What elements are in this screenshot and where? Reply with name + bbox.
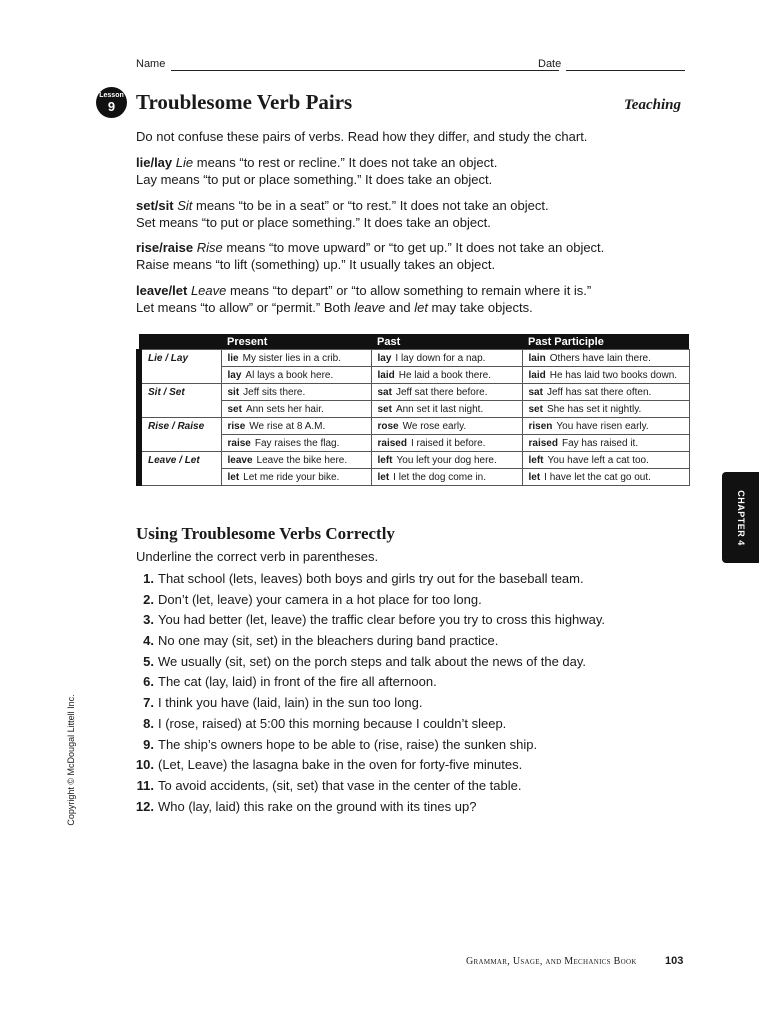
chart-category [139,435,221,452]
exercise-item [124,569,704,590]
definition-line2: Raise means “to lift (something) up.” It usually takes an object. [136,257,496,272]
chart-cell-pp [522,418,689,435]
exercise-item [124,714,704,735]
definition-set-sit [136,197,696,231]
exercise-number: 11. [136,777,154,793]
definition-text: means “to rest or recline.” It does not take an object. [193,155,498,170]
page-number: 103 [665,955,684,967]
definition-line2-a: Let means “to allow” or “permit.” Both [136,300,355,315]
chart-row [139,435,689,452]
name-label: Name [136,58,166,70]
definition-word: Rise [196,240,223,255]
exercise-number: 4. [143,633,154,649]
chart-cell-pp [522,469,689,486]
definition-word: Sit [177,198,193,213]
chart-row [139,350,689,367]
verb-example: Others have lain there. [549,352,651,364]
verb-form: rise [227,420,246,432]
chart-header-blank [139,334,221,350]
verb-form: set [377,403,392,415]
section-title: Using Troublesome Verbs Correctly [136,524,395,543]
chart-row [139,452,689,469]
verb-example: I raised it before. [410,437,486,449]
verb-form: sat [377,386,392,398]
definition-rise-raise [136,239,696,273]
verb-example: He has laid two books down. [549,369,678,381]
chart-cell-present [221,350,371,367]
name-line [171,70,559,71]
exercise-item [124,735,704,756]
definition-line2: Set means “to put or place something.” It does take an object. [136,215,491,230]
verb-form: lain [528,352,546,364]
chart-category: Rise / Raise [139,418,221,435]
exercise-number: 5. [143,653,154,669]
exercise-number: 8. [143,715,154,731]
verb-example: We rose early. [402,420,467,432]
definition-term: set/sit [136,198,174,213]
exercise-text: To avoid accidents, (sit, set) that vase in the center of the table. [158,777,522,793]
exercise-list [124,569,704,817]
exercise-number: 7. [143,695,154,711]
instructions: Underline the correct verb in parentheses. [136,549,379,564]
chapter-tab-label: CHAPTER 4 [735,489,746,546]
verb-example: You left your dog here. [396,454,497,466]
verb-form: sit [227,386,240,398]
chart-cell-pp [522,435,689,452]
date-label: Date [538,58,562,70]
chart-cell-present [221,452,371,469]
chart-cell-past [371,401,522,418]
definition-term: lie/lay [136,155,173,170]
exercise-text: The cat (lay, laid) in front of the fire all afternoon. [158,674,437,690]
verb-form: set [528,403,543,415]
verb-form: lie [227,352,239,364]
verb-form: laid [528,369,546,381]
exercise-item [124,672,704,693]
exercise-number: 3. [143,612,154,628]
exercise-item [124,652,704,673]
definition-term: leave/let [136,283,188,298]
chart-cell-past [371,384,522,401]
exercise-text: You had better (let, leave) the traffic clear before you try to cross this highway. [158,612,606,628]
verb-form: let [528,471,541,483]
chart-header-past: Past [371,334,522,350]
verb-example: Jeff has sat there often. [546,386,652,398]
verb-form: raise [227,437,251,449]
chart-cell-past [371,350,522,367]
verb-example: My sister lies in a crib. [242,352,341,364]
page-title: Troublesome Verb Pairs [136,90,353,114]
exercise-number: 6. [143,674,154,690]
exercise-number: 10. [135,757,154,773]
chart-row [139,401,689,418]
chart-header-past-participle: Past Participle [522,334,689,350]
chart-cell-pp [522,350,689,367]
exercise-item [124,631,704,652]
verb-form: laid [377,369,395,381]
chapter-tab [722,472,759,563]
chart-cell-pp [522,401,689,418]
definition-line2-b: leave [354,300,386,315]
exercise-number: 12. [135,798,154,814]
chart-row [139,469,689,486]
chart-cell-present [221,469,371,486]
verb-chart [136,334,690,486]
footer-book-title: Grammar, Usage, and Mechanics Book [466,956,637,967]
verb-example: We rise at 8 A.M. [249,420,326,432]
verb-example: Let me ride your bike. [243,471,340,483]
chart-cell-present [221,384,371,401]
chart-category: Sit / Set [139,384,221,401]
verb-example: I let the dog come in. [393,471,487,483]
verb-example: He laid a book there. [398,369,492,381]
exercise-item [124,776,704,797]
definition-line2: Lay means “to put or place something.” It does take an object. [136,172,493,187]
lesson-word: Lesson [99,92,124,99]
lesson-number: 9 [107,99,116,114]
verb-form: lay [377,352,392,364]
verb-form: raised [528,437,558,449]
teaching-tag: Teaching [624,97,681,113]
chart-header-row [139,334,689,350]
chart-cell-present [221,418,371,435]
definition-line2-c: and [385,300,415,315]
chart-row [139,367,689,384]
verb-example: You have risen early. [556,420,649,432]
verb-example: Fay has raised it. [561,437,639,449]
name-date-row [136,58,686,74]
exercise-text: We usually (sit, set) on the porch steps and talk about the news of the day. [158,653,587,669]
chart-row [139,384,689,401]
chart-cell-pp [522,384,689,401]
verb-example: Ann set it last night. [395,403,484,415]
verb-example: She has set it nightly. [546,403,642,415]
verb-example: Al lays a book here. [245,369,334,381]
exercise-number: 1. [143,571,154,586]
exercise-item [124,610,704,631]
definition-word: Leave [190,283,227,298]
verb-example: Ann sets her hair. [245,403,324,415]
chart-cell-past [371,435,522,452]
definition-word: Lie [175,155,194,170]
chart-category [139,367,221,384]
verb-form: let [227,471,240,483]
lesson-badge [96,87,127,118]
verb-form: raised [377,437,407,449]
chart-row [139,418,689,435]
exercise-text: Don’t (let, leave) your camera in a hot place for too long. [158,591,482,607]
verb-form: left [377,454,393,466]
chart-cell-past [371,367,522,384]
intro-text: Do not confuse these pairs of verbs. Read how they differ, and study the chart. [136,129,588,144]
chart-cell-pp [522,367,689,384]
definition-text: means “to depart” or “to allow something to remain where it is.” [226,283,592,298]
verb-example: Jeff sat there before. [395,386,488,398]
exercise-text: The ship’s owners hope to be able to (rise, raise) the sunken ship. [158,736,538,752]
copyright: Copyright © McDougal Littell Inc. [66,694,76,826]
chart-cell-present [221,367,371,384]
exercise-item [124,755,704,776]
exercise-text: No one may (sit, set) in the bleachers during band practice. [158,633,499,649]
verb-form: sat [528,386,543,398]
verb-example: I lay down for a nap. [395,352,486,364]
exercise-number: 2. [143,591,154,607]
chart-cell-present [221,435,371,452]
exercise-item [124,590,704,611]
verb-form: risen [528,420,553,432]
verb-example: Leave the bike here. [256,454,348,466]
chart-cell-past [371,469,522,486]
verb-form: left [528,454,544,466]
exercise-text: I (rose, raised) at 5:00 this morning because I couldn’t sleep. [158,715,507,731]
exercise-item [124,693,704,714]
verb-form: rose [377,420,399,432]
exercise-text: Who (lay, laid) this rake on the ground with its tines up? [158,798,477,814]
definition-line2-d: let [414,300,428,315]
chart-category [139,469,221,486]
verb-form: lay [227,369,242,381]
exercise-text: That school (lets, leaves) both boys and girls try out for the baseball team. [158,571,584,586]
verb-form: let [377,471,390,483]
exercise-item [124,797,704,818]
definition-term: rise/raise [136,240,194,255]
chart-cell-past [371,418,522,435]
exercise-text: I think you have (laid, lain) in the sun too long. [158,695,423,711]
definition-line2-e: may take objects. [427,300,533,315]
verb-example: Fay raises the flag. [254,437,340,449]
verb-example: You have left a cat too. [547,454,649,466]
chart-category [139,401,221,418]
verb-example: Jeff sits there. [243,386,306,398]
definition-text: means “to move upward” or “to get up.” It does not take an object. [222,240,605,255]
chart-header-present: Present [221,334,371,350]
definition-text: means “to be in a seat” or “to rest.” It does not take an object. [192,198,549,213]
exercise-text: (Let, Leave) the lasagna bake in the oven for forty-five minutes. [158,757,523,773]
verb-form: set [227,403,242,415]
definition-lie-lay [136,154,696,188]
chart-category: Lie / Lay [139,350,221,367]
chart-category: Leave / Let [139,452,221,469]
chart-cell-pp [522,452,689,469]
verb-form: leave [227,454,253,466]
chart-cell-present [221,401,371,418]
definition-leave-let [136,282,696,316]
chart-cell-past [371,452,522,469]
verb-example: I have let the cat go out. [544,471,651,483]
date-line [566,70,685,71]
exercise-number: 9. [143,736,154,752]
